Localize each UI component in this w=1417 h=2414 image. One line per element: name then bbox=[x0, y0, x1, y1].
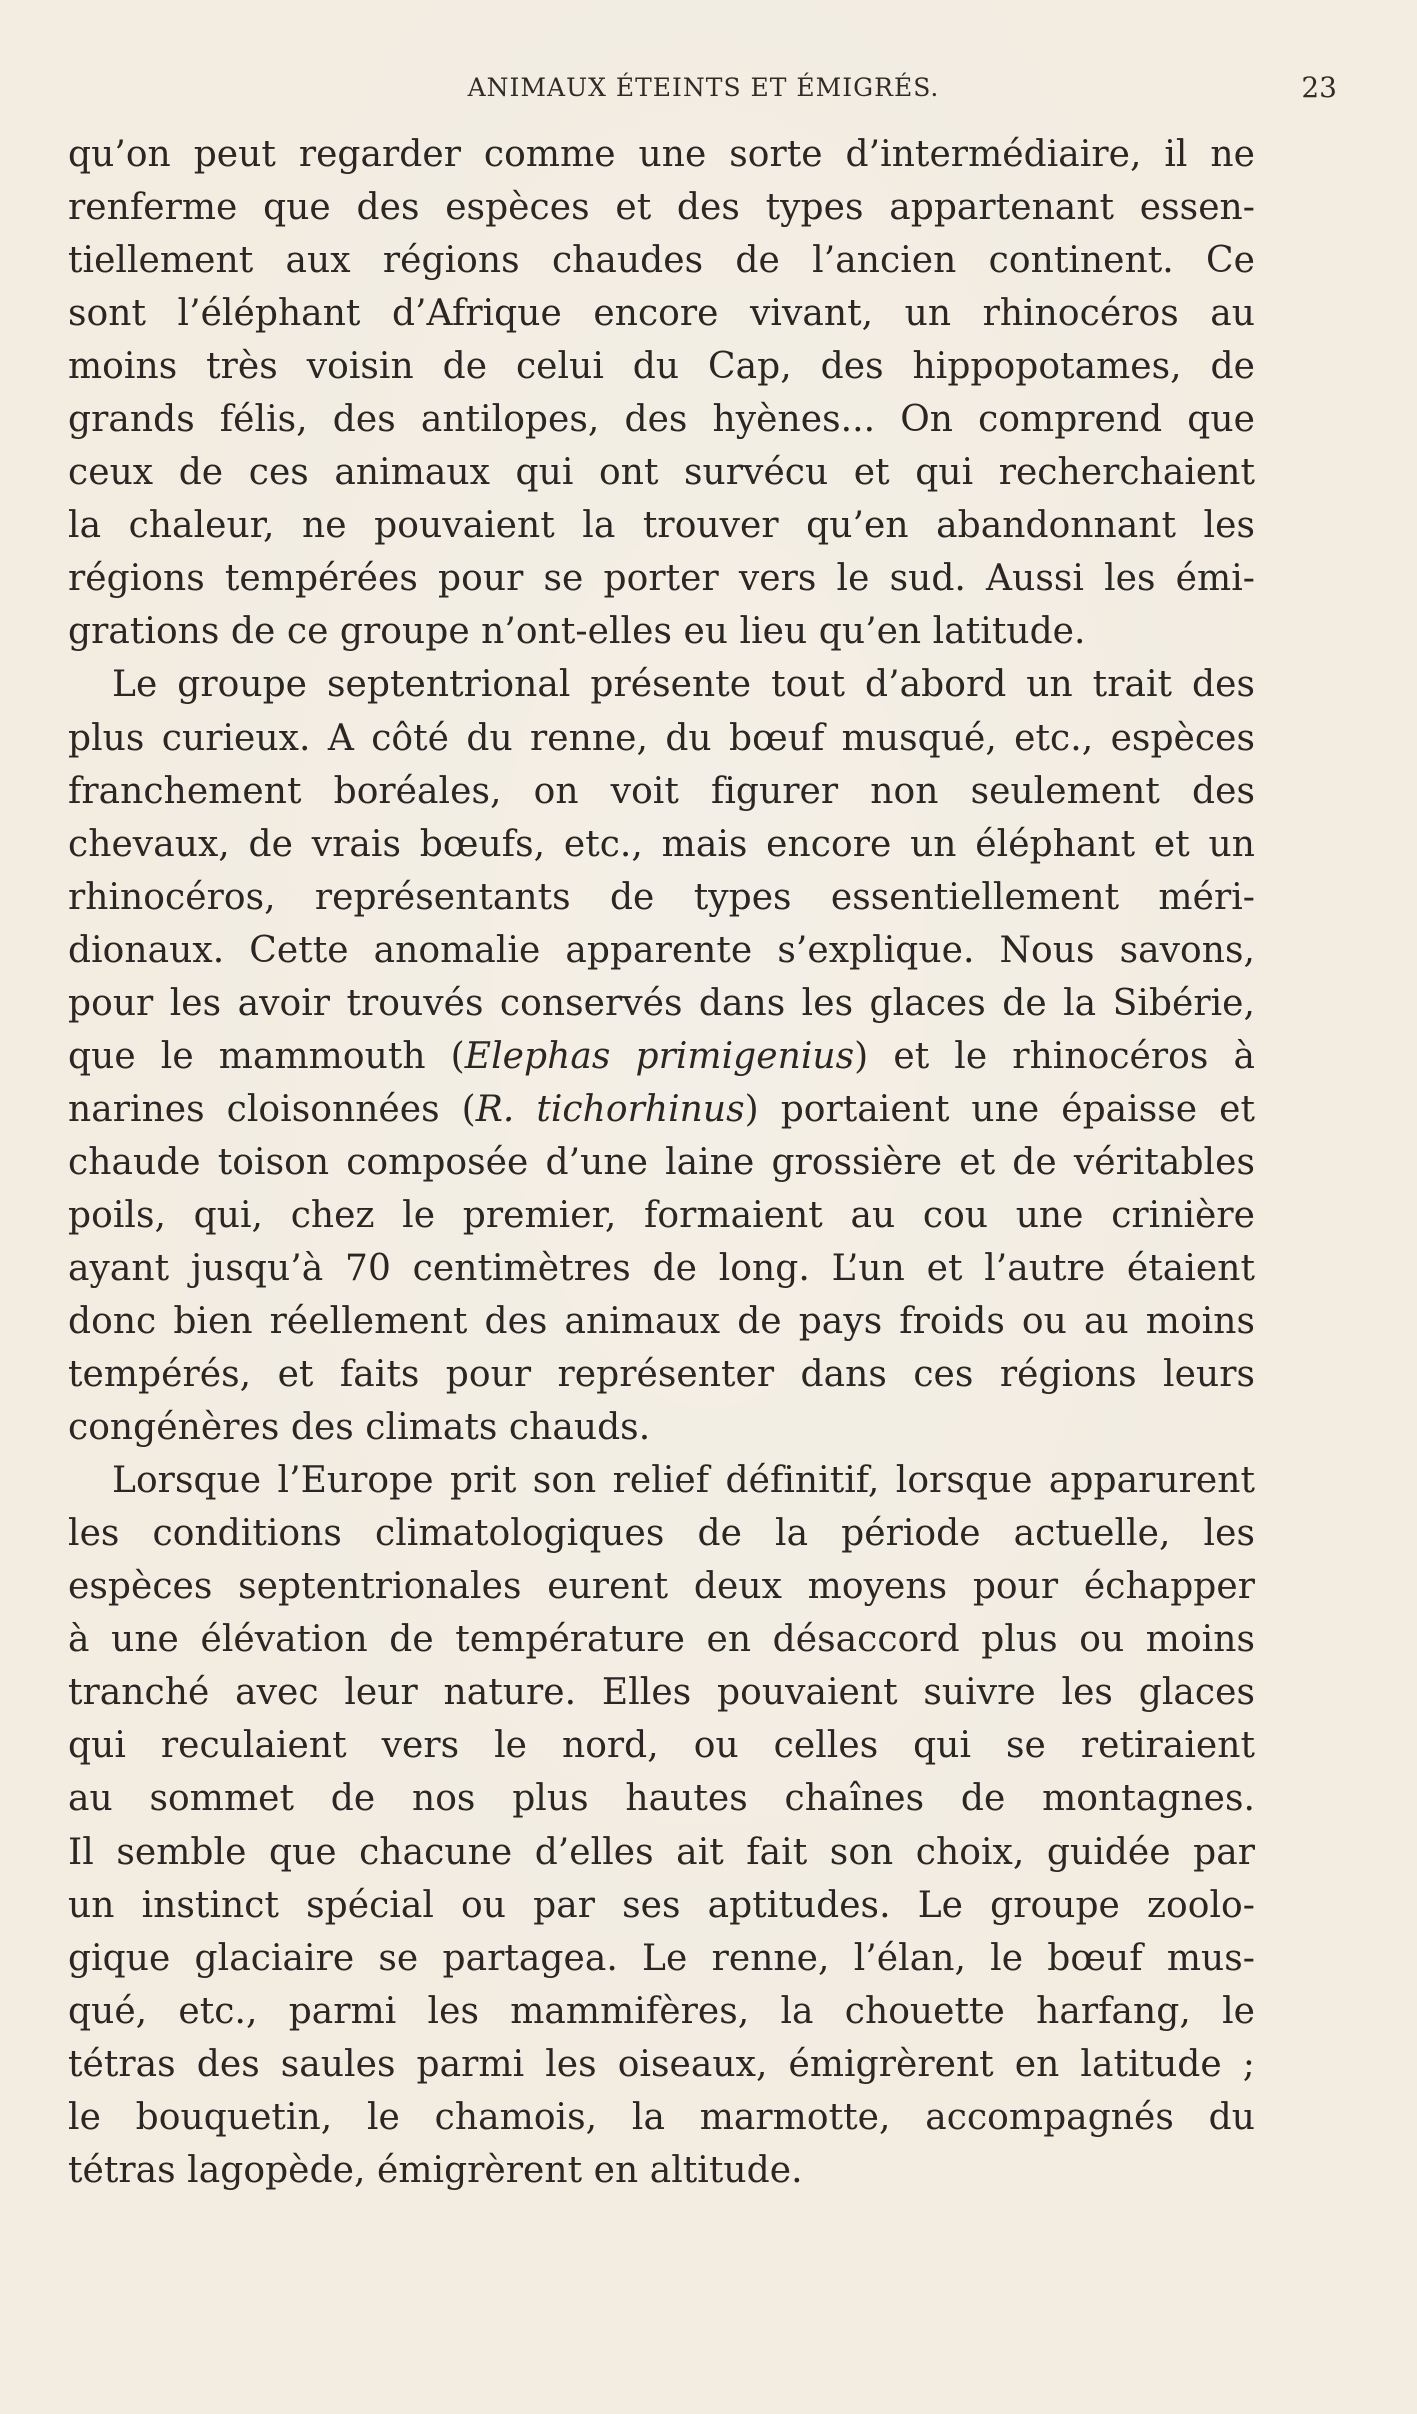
text-line: moins très voisin de celui du Cap, des hippopotames, de bbox=[68, 346, 1255, 388]
text-line: ceux de ces animaux qui ont survécu et qui recherchaient bbox=[68, 452, 1255, 494]
text-line: la chaleur, ne pouvaient la trouver qu’en abandonnant les bbox=[68, 505, 1255, 547]
text-line: tranché avec leur nature. Elles pouvaient suivre les glaces bbox=[68, 1672, 1255, 1714]
text-line: tempérés, et faits pour représenter dans ces régions leurs bbox=[68, 1354, 1255, 1396]
text-line: les conditions climatologiques de la période actuelle, les bbox=[68, 1513, 1255, 1555]
text-line: Le groupe septentrional présente tout d’abord un trait des bbox=[112, 664, 1255, 706]
text-line: que le mammouth (Elephas primigenius) et le rhinocéros à bbox=[68, 1035, 1256, 1077]
text-line: ayant jusqu’à 70 centimètres de long. L’un et l’autre étaient bbox=[68, 1247, 1255, 1289]
text-line: poils, qui, chez le premier, formaient au cou une crinière bbox=[68, 1194, 1255, 1236]
page-number: 23 bbox=[1301, 71, 1337, 104]
text-line: tiellement aux régions chaudes de l’ancien continent. Ce bbox=[68, 240, 1255, 282]
text-line: grations de ce groupe n’ont-elles eu lieu qu’en latitude. bbox=[68, 611, 1086, 653]
text-line: franchement boréales, on voit figurer non seulement des bbox=[68, 770, 1255, 812]
text-line: rhinocéros, représentants de types essentiellement méri- bbox=[68, 876, 1255, 918]
running-head: ANIMAUX ÉTEINTS ET ÉMIGRÉS. bbox=[467, 73, 940, 102]
text-line: un instinct spécial ou par ses aptitudes. Le groupe zoolo- bbox=[68, 1884, 1255, 1926]
text-line: le bouquetin, le chamois, la marmotte, accompagnés du bbox=[68, 2096, 1255, 2138]
text-line: au sommet de nos plus hautes chaînes de montagnes. bbox=[68, 1778, 1255, 1820]
text-line: renferme que des espèces et des types appartenant essen- bbox=[68, 187, 1255, 229]
text-line: qué, etc., parmi les mammifères, la chouette harfang, le bbox=[68, 1990, 1255, 2032]
text-line: dionaux. Cette anomalie apparente s’explique. Nous savons, bbox=[68, 929, 1255, 971]
text-line: congénères des climats chauds. bbox=[68, 1407, 651, 1449]
text-line: espèces septentrionales eurent deux moyens pour échapper bbox=[68, 1566, 1255, 1608]
text-line: plus curieux. A côté du renne, du bœuf musqué, etc., espèces bbox=[68, 717, 1255, 759]
text-line: tétras lagopède, émigrèrent en altitude. bbox=[68, 2149, 803, 2191]
text-line: Lorsque l’Europe prit son relief définitif, lorsque apparurent bbox=[112, 1460, 1255, 1502]
text-line: Il semble que chacune d’elles ait fait son choix, guidée par bbox=[68, 1831, 1255, 1873]
text-line: grands félis, des antilopes, des hyènes... On comprend que bbox=[68, 399, 1255, 441]
species-name: Elephas primigenius bbox=[464, 1035, 855, 1077]
text-line: gique glaciaire se partagea. Le renne, l’élan, le bœuf mus- bbox=[68, 1937, 1255, 1979]
text-line: tétras des saules parmi les oiseaux, émigrèrent en latitude ; bbox=[68, 2043, 1255, 2085]
text-line: à une élévation de température en désaccord plus ou moins bbox=[68, 1619, 1255, 1661]
page-header bbox=[70, 68, 1337, 108]
body-text bbox=[68, 128, 1255, 2197]
text-line: qui reculaient vers le nord, ou celles qui se retiraient bbox=[68, 1725, 1255, 1767]
species-name: R. tichorhinus bbox=[475, 1088, 745, 1130]
text-line: chevaux, de vrais bœufs, etc., mais encore un éléphant et un bbox=[68, 823, 1255, 865]
text-line: sont l’éléphant d’Afrique encore vivant, un rhinocéros au bbox=[68, 293, 1255, 335]
text-line: chaude toison composée d’une laine grossière et de véritables bbox=[68, 1141, 1255, 1183]
text-line: narines cloisonnées (R. tichorhinus) portaient une épaisse et bbox=[68, 1088, 1255, 1130]
text-line: pour les avoir trouvés conservés dans les glaces de la Sibérie, bbox=[68, 982, 1255, 1024]
text-line: régions tempérées pour se porter vers le sud. Aussi les émi- bbox=[68, 558, 1255, 600]
text-line: donc bien réellement des animaux de pays froids ou au moins bbox=[68, 1301, 1255, 1343]
text-line: qu’on peut regarder comme une sorte d’intermédiaire, il ne bbox=[68, 134, 1255, 175]
